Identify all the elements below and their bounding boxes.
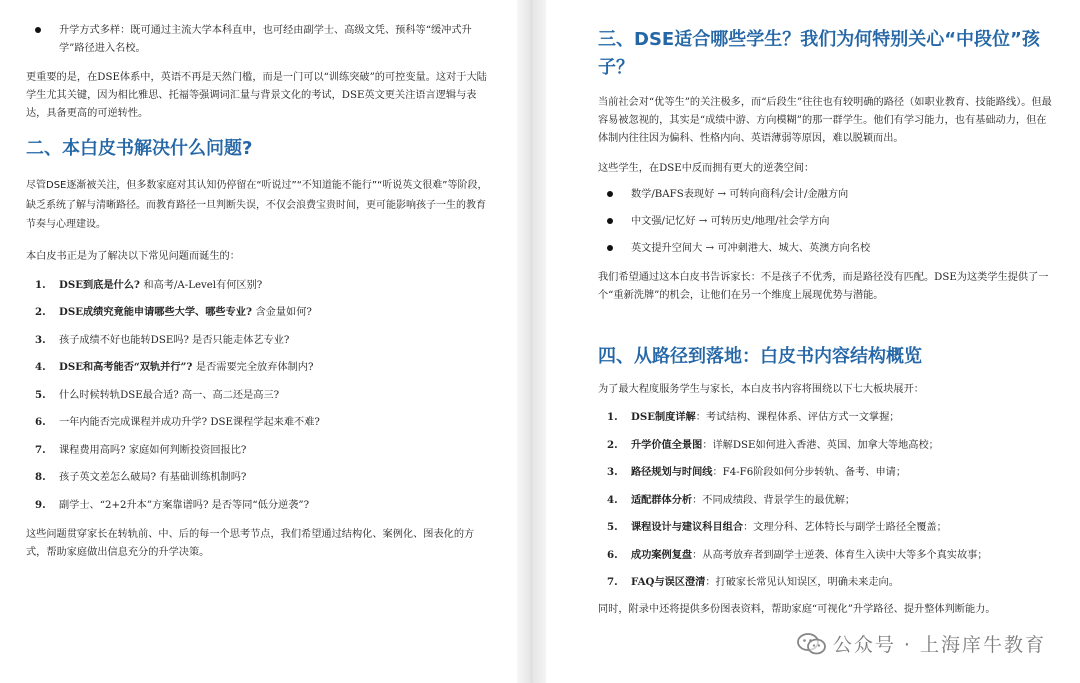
list-item bbox=[598, 463, 1054, 491]
list-text: ：考试结构、课程体系、评估方式一文掌握； bbox=[695, 412, 900, 423]
bullet-icon bbox=[607, 191, 613, 197]
section-heading-4: 四、从路径到落地：白皮书内容结构概览 bbox=[598, 346, 922, 367]
list-number: 7. bbox=[607, 576, 618, 588]
list-bold-text: 升学价值全景图 bbox=[631, 438, 703, 451]
list-bold-text: DSE制度详解 bbox=[631, 411, 696, 423]
paragraph-closing: 这些问题贯穿家长在转轨前、中、后的每一个思考节点，我们希望通过结构化、案例化、图表化的方式，帮助家庭做出信息充分的升学决策。 bbox=[26, 529, 475, 558]
list-text: 一年内能否完成课程并成功升学? DSE课程学起来难不难? bbox=[59, 417, 320, 428]
list-item bbox=[598, 573, 1054, 601]
list-text: 孩子英文差怎么破局? 有基础训练机制吗? bbox=[59, 472, 247, 483]
paragraph-english-variable: 更重要的是，在DSE体系中，英语不再是天然门槛，而是一门可以“训练突破”的可控变量。这对于大陆学生尤其关键，因为相比雅思、托福等强调词汇量与背景文化的考试，DSE英文更关注语言逻辑与表达，具备更高的可逆转性。 bbox=[26, 72, 487, 119]
document-page-right bbox=[546, 0, 1080, 683]
list-bold-text: 适配群体分析 bbox=[631, 493, 693, 506]
bullet-text: 升学方式多样：既可通过主流大学本科直申，也可经由副学士、高级文凭、预科等“缓冲式升学”路径进入名校。 bbox=[59, 25, 472, 54]
list-item bbox=[598, 546, 1054, 574]
list-number: 7. bbox=[35, 443, 46, 456]
list-number: 1. bbox=[35, 278, 46, 291]
list-number: 9. bbox=[35, 498, 46, 511]
list-number: 6. bbox=[607, 548, 618, 561]
section-heading-2: 二、本白皮书解决什么问题? bbox=[26, 138, 253, 159]
paragraph-appendix: 同时，附录中还将提供多份图表资料，帮助家庭“可视化”升学路径、提升整体判断能力。 bbox=[598, 603, 996, 615]
section-heading-3: 三、DSE适合哪些学生？我们为何特别关心“中段位”孩子？ bbox=[598, 29, 1040, 78]
paragraph-awareness: 尽管DSE逐渐被关注，但多数家庭对其认知仍停留在“听说过”“不知道能不能行”“听说英文很难”等阶段，缺乏系统了解与清晰路径。而教育路径一旦判断失误，不仅会浪费宝贵时间，更可能影响孩子一生的教育节奏与心理建设。 bbox=[26, 180, 488, 230]
list-bold-text: 路径规划与时间线 bbox=[631, 466, 713, 478]
list-item bbox=[26, 276, 491, 304]
list-item bbox=[26, 303, 491, 331]
list-text: ：文理分科、艺体特长与副学士路径全覆盖； bbox=[743, 522, 947, 533]
list-item bbox=[598, 436, 1054, 464]
list-item bbox=[26, 413, 491, 441]
list-item bbox=[598, 186, 1054, 213]
list-number: 5. bbox=[35, 388, 46, 401]
list-text: 孩子成绩不好也能转DSE吗? 是否只能走体艺专业? bbox=[59, 334, 290, 346]
list-number: 3. bbox=[607, 466, 618, 478]
list-item bbox=[598, 213, 1054, 240]
list-number: 2. bbox=[607, 438, 618, 451]
list-item bbox=[26, 468, 491, 496]
list-text: ：F4-F6阶段如何分步转轨、备考、申请； bbox=[712, 467, 907, 478]
bullet-text: 英文提升空间大 → 可冲刺港大、城大、英澳方向名校 bbox=[631, 243, 871, 254]
wechat-watermark bbox=[797, 630, 1046, 657]
document-page-left bbox=[0, 0, 517, 683]
list-item bbox=[598, 240, 1054, 267]
paragraph-structure-intro: 为了最大程度服务学生与家长，本白皮书内容将围绕以下七大板块展开： bbox=[598, 384, 924, 395]
list-number: 2. bbox=[35, 306, 46, 318]
list-bold-text: DSE和高考能否“双轨并行”? bbox=[59, 361, 196, 373]
list-item bbox=[26, 496, 491, 524]
paragraph-intro: 本白皮书正是为了解决以下常见问题而诞生的： bbox=[26, 250, 240, 262]
list-text: 副学士、“2+2升本”方案靠谱吗? 是否等同“低分逆袭”? bbox=[59, 499, 310, 511]
paragraph-message: 我们希望通过这本白皮书告诉家长：不是孩子不优秀，而是路径没有匹配。DSE为这类学生提供了一个“重新洗牌”的机会，让他们在另一个维度上展现优势与潜能。 bbox=[598, 272, 1049, 301]
question-list bbox=[26, 276, 491, 524]
list-item bbox=[598, 518, 1054, 546]
list-text: 是否需要完全放弃体制内? bbox=[195, 362, 314, 373]
bullet-icon bbox=[607, 245, 613, 251]
list-number: 4. bbox=[35, 361, 46, 373]
bullet-text: 数学/BAFS表现好 → 可转向商科/会计/金融方向 bbox=[631, 189, 849, 200]
bullet-list-top bbox=[26, 22, 491, 58]
list-bold-text: 课程设计与建议科目组合 bbox=[631, 521, 744, 533]
list-number: 5. bbox=[607, 521, 618, 533]
bullet-text: 中文强/记忆好 → 可转历史/地理/社会学方向 bbox=[631, 216, 830, 227]
list-bold-text: DSE成绩究竟能申请哪些大学、哪些专业? bbox=[59, 306, 256, 318]
page-gutter bbox=[517, 0, 546, 683]
list-bold-text: 成功案例复盘 bbox=[631, 548, 693, 561]
wechat-icon bbox=[797, 633, 827, 655]
watermark-text: 公众号 · 上海庠牛教育 bbox=[832, 634, 1046, 656]
bullet-icon bbox=[607, 218, 613, 224]
list-number: 4. bbox=[607, 493, 618, 506]
list-text: 含金量如何? bbox=[255, 307, 312, 318]
list-text: ：详解DSE如何进入香港、英国、加拿大等地高校； bbox=[702, 439, 939, 451]
list-item bbox=[26, 358, 491, 386]
list-text: 和高考/A-Level有何区别? bbox=[143, 279, 263, 291]
list-number: 1. bbox=[607, 411, 618, 423]
bullet-list-strengths bbox=[598, 186, 1054, 267]
list-text: 什么时候转轨DSE最合适? 高一、高二还是高三? bbox=[59, 389, 280, 401]
list-text: ：从高考放弃者到副学士逆袭、体育生入读中大等多个真实故事； bbox=[692, 549, 988, 561]
list-item bbox=[26, 386, 491, 414]
list-item bbox=[26, 441, 491, 469]
list-number: 6. bbox=[35, 416, 46, 428]
list-item bbox=[26, 331, 491, 359]
list-text: 课程费用高吗? 家庭如何判断投资回报比? bbox=[59, 444, 247, 456]
list-item bbox=[598, 408, 1054, 436]
paragraph-mid-students: 当前社会对“优等生”的关注极多，而“后段生”往往也有较明确的路径（如职业教育、技能路线）。但最容易被忽视的，其实是“成绩中游、方向模糊”的那一群学生。他们有学习能力，也有基础动力，但在体制内往往因为偏科、性格内向、英语薄弱等原因，难以脱颖而出。 bbox=[598, 97, 1052, 144]
list-number: 8. bbox=[35, 471, 46, 483]
list-number: 3. bbox=[35, 333, 46, 346]
list-text: ：不同成绩段、背景学生的最优解； bbox=[692, 494, 856, 506]
list-item bbox=[598, 491, 1054, 519]
list-text: ：打破家长常见认知误区，明确未来走向。 bbox=[705, 577, 899, 588]
paragraph-comeback: 这些学生，在DSE中反而拥有更大的逆袭空间： bbox=[598, 163, 815, 174]
bullet-icon bbox=[35, 27, 41, 33]
module-list bbox=[598, 408, 1054, 601]
list-bold-text: DSE到底是什么? bbox=[59, 278, 144, 291]
list-bold-text: FAQ与误区澄清 bbox=[631, 576, 706, 588]
list-item bbox=[26, 22, 491, 58]
